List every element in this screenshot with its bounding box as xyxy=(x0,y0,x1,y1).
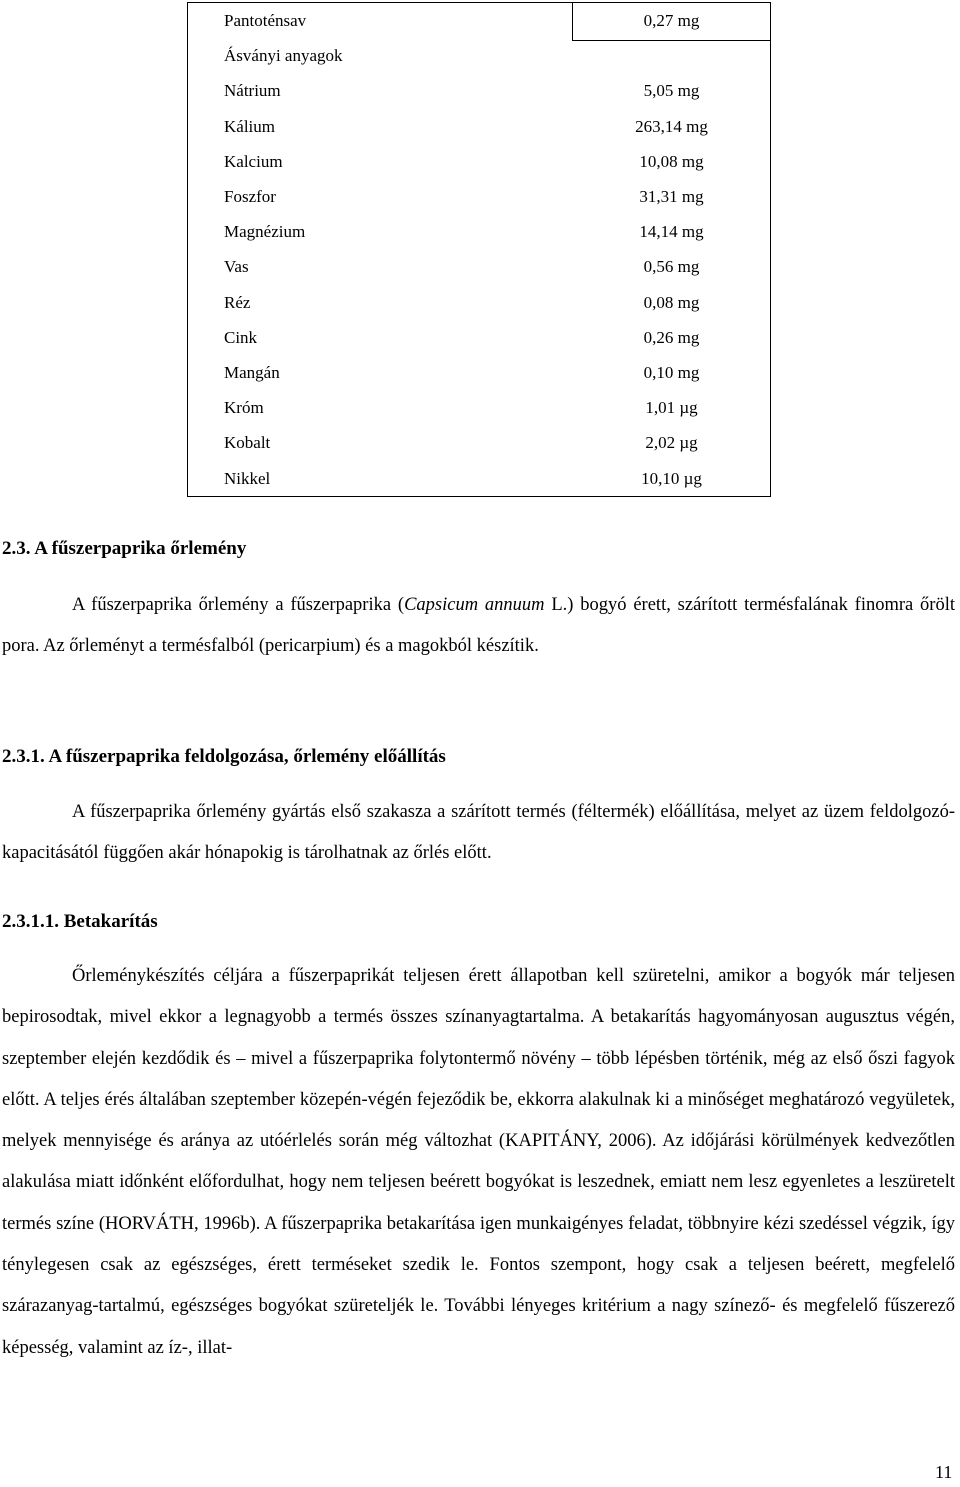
table-row xyxy=(188,38,772,73)
paragraph-2-3-1-1-text: Őrleménykészítés céljára a fűszerpaprikát teljesen érett állapotban kell szüretelni, amikor a bogyók már teljesen bepirosodtak, mivel ekkor a legnagyobb a termés összes színanyagtartalma. A betakarítás hagyományosan augusztus végén, szeptember elején kezdődik és – mivel a fűszerpaprika folytontermő növény – több lépésben történik, még az első őszi fagyok előtt. A teljes érés általában szeptember közepén-végén fejeződik be, ekkorra alakulnak ki a minőséget meghatározó vegyületek, melyek mennyisége és aránya az utóérlelés során még változhat (KAPITÁNY, 2006). Az időjárási körülmények kedvezőtlen alakulása miatt időnként előfordulhat, hogy nem teljesen beérett bogyókat is leszednek, emiatt nem lesz egyenletes a leszüretelt termés színe (HORVÁTH, 1996b). A fűszerpaprika betakarítása igen munkaigényes feladat, többnyire kézi szedéssel végzik, így ténylegesen csak az egészséges, érett terméseket szedik le. Fontos szempont, hogy csak a teljesen beérett, megfelelő szárazanyag-tartalmú, egészséges bogyókat szüreteljék le. További lényeges kritérium a nagy színező- és megfelelő fűszerező képesség, valamint az íz-, illat- xyxy=(2,966,955,1358)
nutrient-value: 10,08 mg xyxy=(639,151,704,171)
nutrient-value: 0,10 mg xyxy=(643,363,700,382)
nutrient-value: 10,10 µg xyxy=(641,468,702,488)
paragraph-2-3 xyxy=(2,585,955,668)
section-heading-2-3: 2.3. A fűszerpaprika őrlemény xyxy=(2,538,247,559)
nutrient-value: 263,14 mg xyxy=(635,116,708,136)
table-row xyxy=(188,179,772,214)
paragraph-2-3-1-1 xyxy=(2,956,955,1369)
nutrient-value: 14,14 mg xyxy=(639,222,704,242)
nutrient-name: Vas xyxy=(224,257,249,277)
nutrient-name: Cink xyxy=(224,327,258,347)
table-row xyxy=(188,109,772,144)
table-row xyxy=(188,461,772,496)
nutrient-name: Mangán xyxy=(224,363,280,382)
nutrient-value: 31,31 mg xyxy=(639,187,704,206)
section-heading-2-3-1: 2.3.1. A fűszerpaprika feldolgozása, őrlemény előállítás xyxy=(2,746,446,767)
nutrient-name: Réz xyxy=(224,292,251,312)
nutrient-value: 0,56 mg xyxy=(643,257,700,277)
paragraph-2-3-1-text: A fűszerpaprika őrlemény gyártás első szakasza a szárított termés (féltermék) előállítása, melyet az üzem feldolgozó-kapacitásától függően akár hónapokig is tárolhatnak az őrlés előtt. xyxy=(2,802,955,864)
nutrient-value: 0,26 mg xyxy=(643,327,700,347)
table-row xyxy=(188,144,772,179)
nutrient-name: Ásványi anyagok xyxy=(224,46,343,66)
nutrient-table xyxy=(187,2,771,497)
nutrient-name: Magnézium xyxy=(224,222,306,242)
nutrient-name: Nikkel xyxy=(224,468,271,488)
table-row xyxy=(188,73,772,108)
page-number: 11 xyxy=(935,1462,953,1482)
paragraph-2-3-pre: A fűszerpaprika őrlemény a fűszerpaprika ( xyxy=(72,595,405,615)
paragraph-2-3-species: Capsicum annuum xyxy=(404,595,545,615)
nutrient-value: 1,01 µg xyxy=(645,398,698,418)
paragraph-2-3-post: L.) bogyó érett, szárított termésfalának finomra őrölt pora. Az őrleményt a termésfalból (pericarpium) és a magokból készítik. xyxy=(2,595,955,657)
nutrient-name: Króm xyxy=(224,398,264,418)
table-row xyxy=(188,249,772,284)
nutrient-name: Kalcium xyxy=(224,151,283,171)
table-row xyxy=(188,355,772,390)
nutrient-name: Nátrium xyxy=(224,81,281,101)
nutrient-name: Foszfor xyxy=(224,187,276,206)
nutrient-value: 0,08 mg xyxy=(643,292,700,312)
nutrient-name: Kálium xyxy=(224,116,275,136)
table-row xyxy=(188,320,772,355)
nutrient-value: 0,27 mg xyxy=(643,11,700,30)
table-row xyxy=(188,390,772,425)
section-heading-2-3-1-1: 2.3.1.1. Betakarítás xyxy=(2,911,158,932)
table-row xyxy=(188,285,772,320)
table-row xyxy=(188,214,772,249)
nutrient-value: 2,02 µg xyxy=(645,433,698,453)
nutrient-name: Kobalt xyxy=(224,433,271,453)
table-row xyxy=(188,425,772,460)
nutrient-value: 5,05 mg xyxy=(643,81,700,101)
nutrient-name: Pantoténsav xyxy=(224,11,307,30)
table-row xyxy=(188,3,772,38)
paragraph-2-3-1 xyxy=(2,792,955,875)
